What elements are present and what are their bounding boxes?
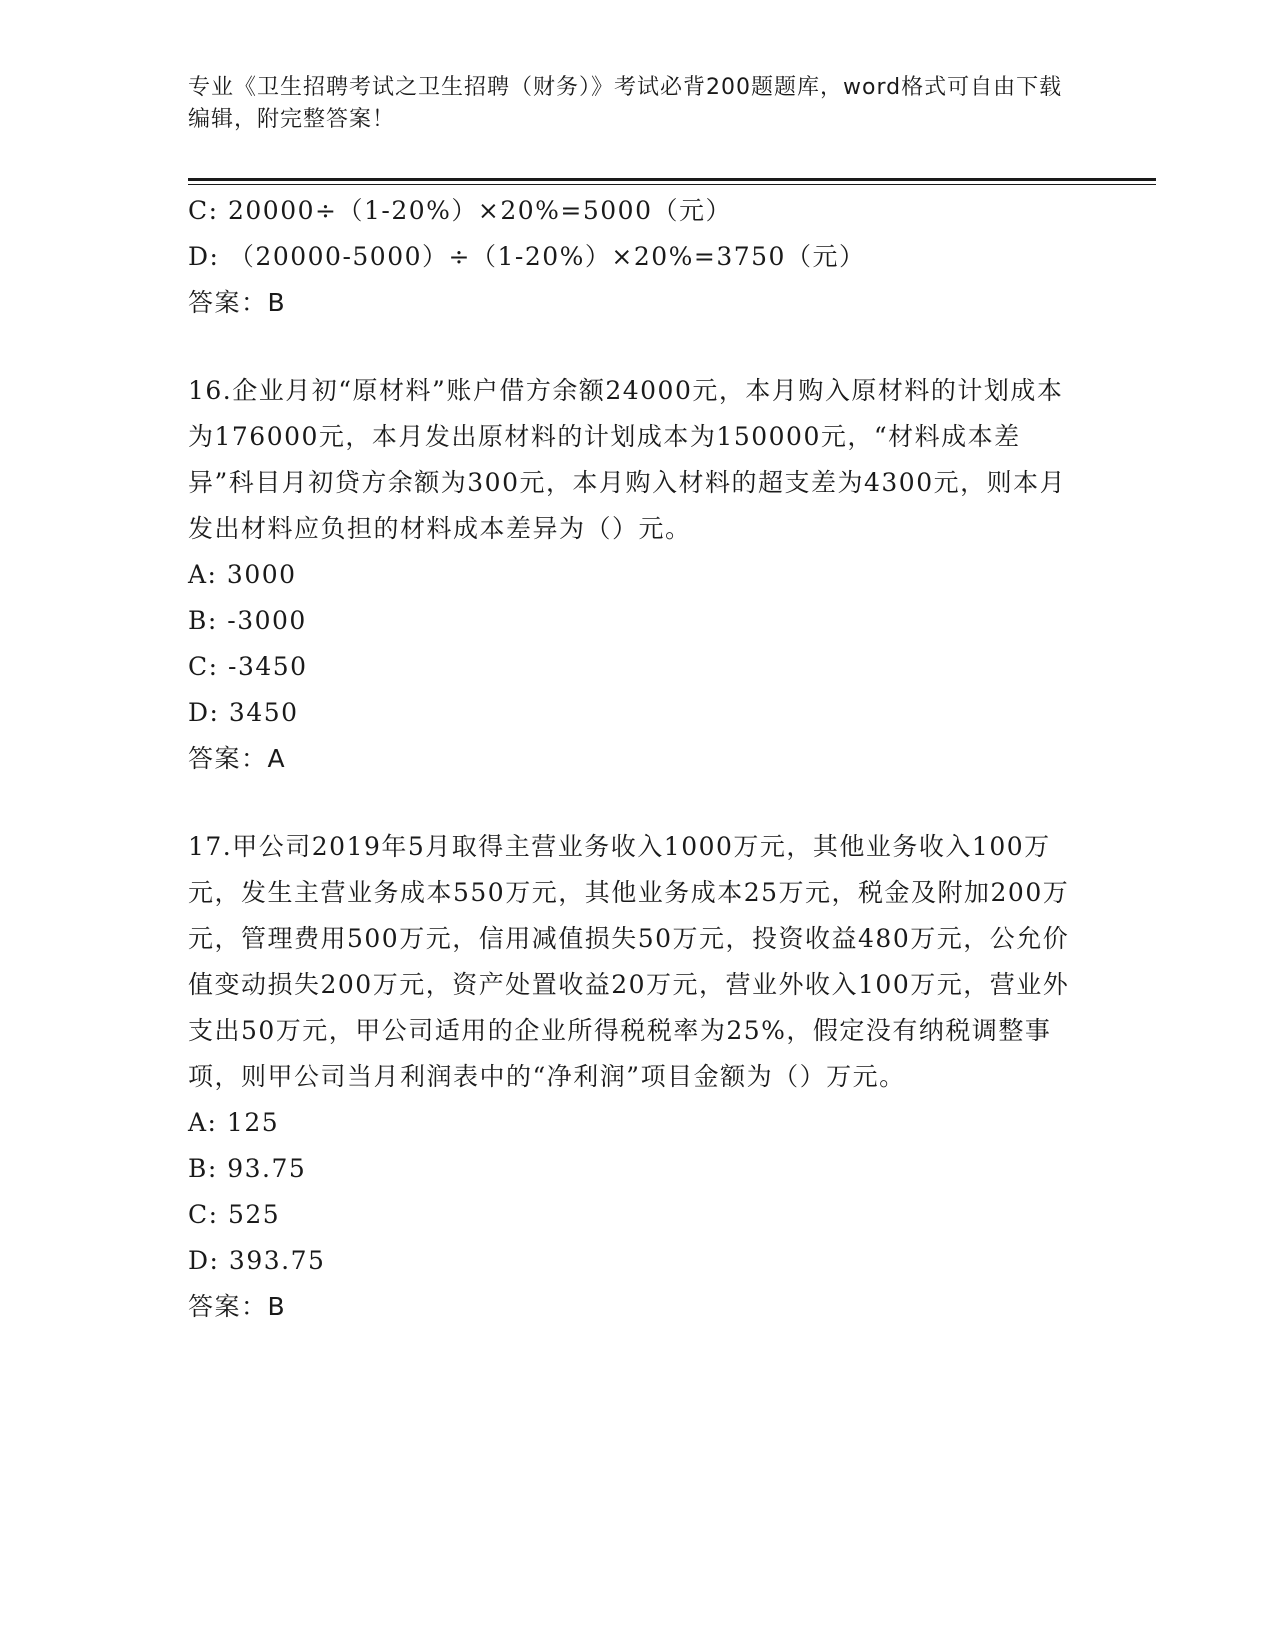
answer-line: 答案：B <box>188 1292 287 1321</box>
option-d: D: （20000-5000）÷（1-20%）×20%=3750（元） <box>188 242 866 271</box>
question-17 <box>188 824 1078 1330</box>
option-c: C: 525 <box>188 1200 281 1229</box>
option-d: D: 393.75 <box>188 1246 326 1275</box>
header-divider-thin <box>188 184 1156 185</box>
option-b: B: -3000 <box>188 606 307 635</box>
option-b: B: 93.75 <box>188 1154 307 1183</box>
option-c: C: 20000÷（1-20%）×20%=5000（元） <box>188 196 732 225</box>
page-header: 专业《卫生招聘考试之卫生招聘（财务）》考试必背200题题库，word格式可自由下载编辑，附完整答案！ <box>188 75 1063 132</box>
question-16 <box>188 368 1078 782</box>
header-divider <box>188 178 1156 181</box>
option-c: C: -3450 <box>188 652 308 681</box>
question-stem: 17.甲公司2019年5月取得主营业务收入1000万元，其他业务收入100万元，发生主营业务成本550万元，其他业务成本25万元，税金及附加200万元，管理费用500万元，信用减值损失50万元，投资收益480万元，公允价值变动损失200万元，资产处置收益20万元，营业外收入100万元，营业外支出50万元，甲公司适用的企业所得税税率为25%，假定没有纳税调整事项，则甲公司当月利润表中的“净利润”项目金额为（）万元。 <box>188 832 1070 1091</box>
option-d: D: 3450 <box>188 698 299 727</box>
document-body <box>188 188 1078 1330</box>
answer-line: 答案：A <box>188 744 287 773</box>
option-a: A: 125 <box>188 1108 280 1137</box>
question-stem: 16.企业月初“原材料”账户借方余额24000元，本月购入原材料的计划成本为176000元，本月发出原材料的计划成本为150000元，“材料成本差异”科目月初贷方余额为300元，本月购入材料的超支差为4300元，则本月发出材料应负担的材料成本差异为（）元。 <box>188 376 1067 543</box>
answer-line: 答案：B <box>188 288 287 317</box>
option-a: A: 3000 <box>188 560 297 589</box>
prev-question <box>188 188 1078 326</box>
